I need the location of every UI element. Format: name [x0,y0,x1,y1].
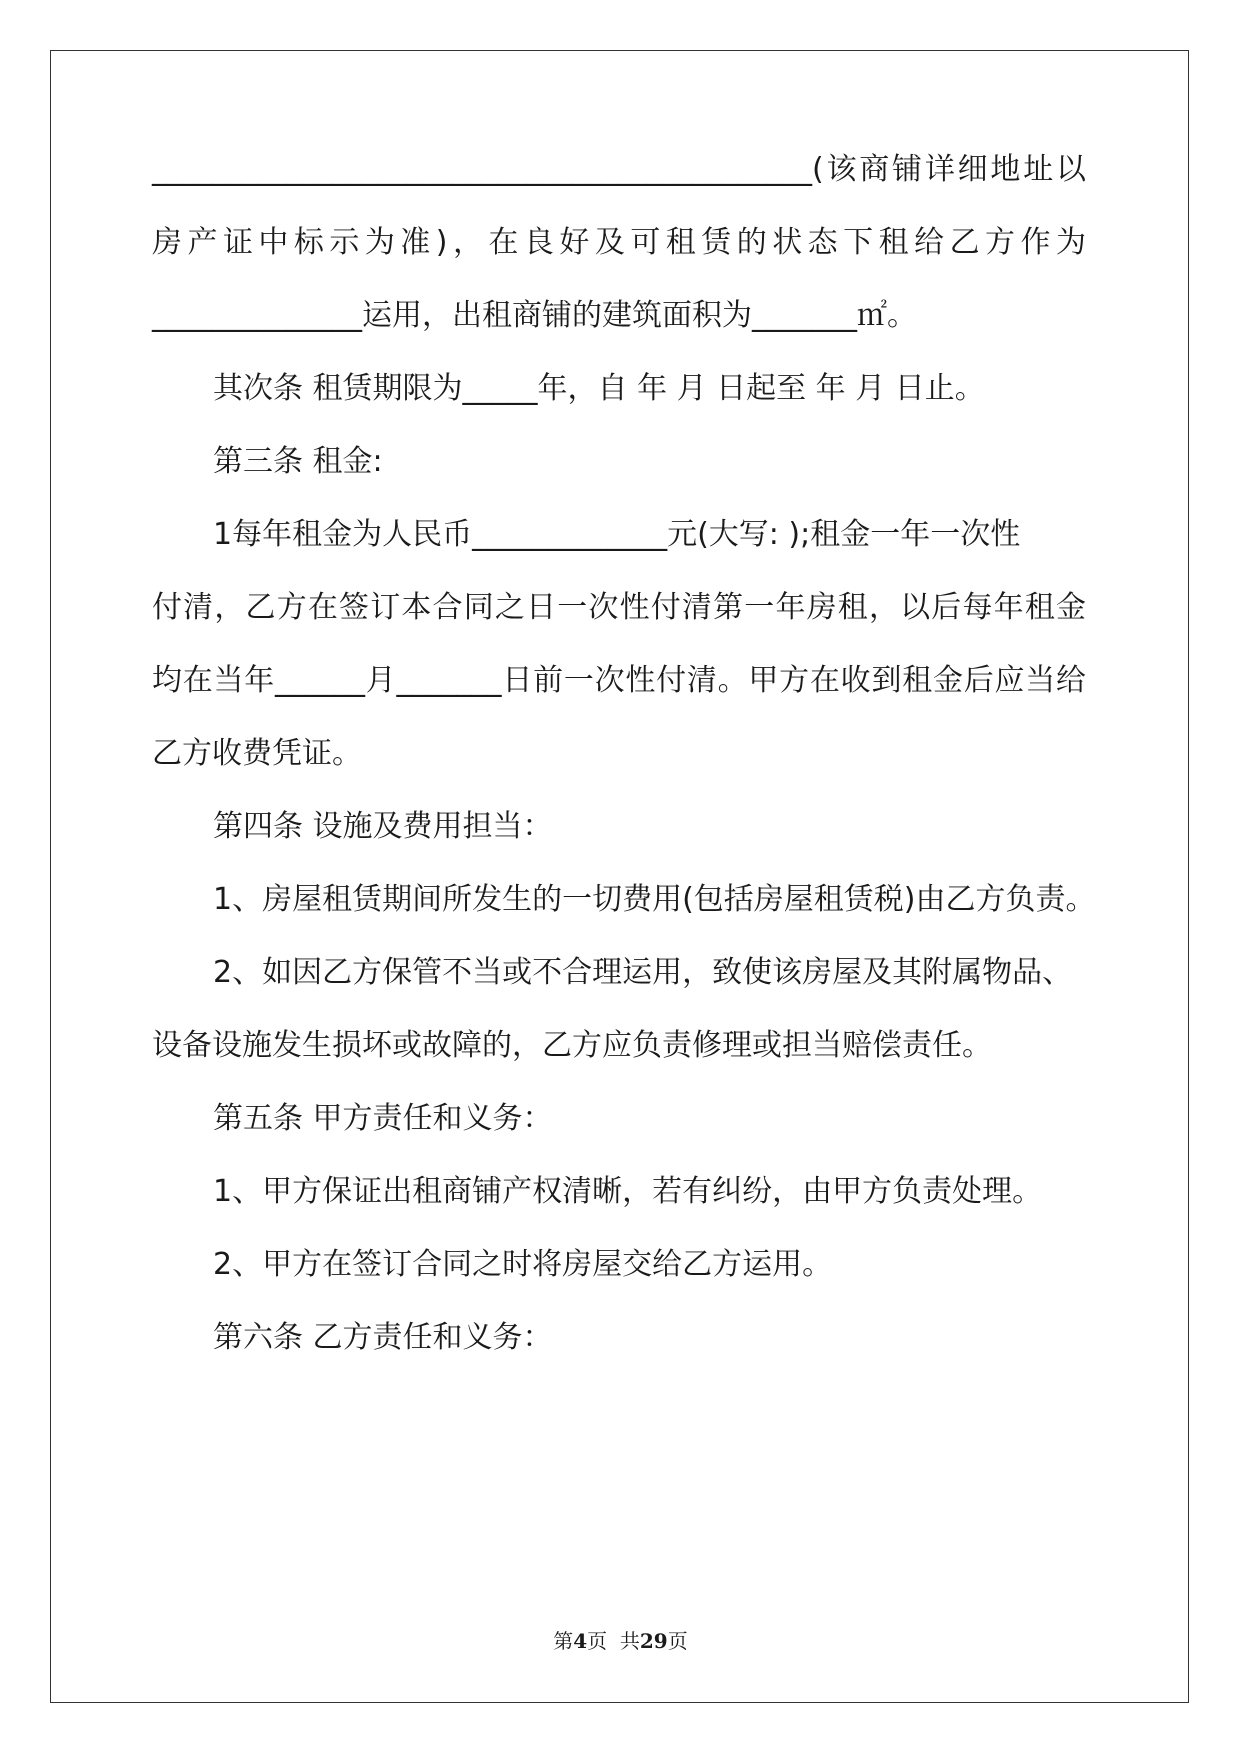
footer-suffix: 页 [667,1629,688,1653]
contract-line: 付清，乙方在签订本合同之日一次性付清第一年房租，以后每年租金 [152,590,1086,625]
contract-line: 1、甲方保证出租商铺产权清晰，若有纠纷，由甲方负责处理。 [213,1174,1043,1209]
article-heading: 第六条 乙方责任和义务： [213,1320,553,1355]
contract-line: ______________运用，出租商铺的建筑面积为_______㎡。 [152,298,917,333]
contract-line: 2、甲方在签订合同之时将房屋交给乙方运用。 [213,1247,833,1282]
contract-line: 1、房屋租赁期间所发生的一切费用(包括房屋租赁税)由乙方负责。 [213,882,1096,917]
contract-line: 1每年租金为人民币_____________元(大写: );租金一年一次性 [213,517,1021,552]
contract-line: 均在当年______月_______日前一次性付清。甲方在收到租金后应当给 [152,663,1086,698]
contract-line: 房产证中标示为准)，在良好及可租赁的状态下租给乙方作为 [152,225,1086,260]
article-heading: 第四条 设施及费用担当： [213,809,553,844]
total-pages: 29 [639,1629,668,1653]
page-footer [0,1629,1241,1653]
article-heading: 第三条 租金: [213,444,383,479]
article-heading: 第五条 甲方责任和义务： [213,1101,553,1136]
footer-prefix: 第 [553,1629,574,1653]
page-number: 4 [573,1629,588,1653]
contract-line: 其次条 租赁期限为_____年，自 年 月 日起至 年 月 日止。 [213,371,985,406]
contract-line: 乙方收费凭证。 [152,736,362,771]
contract-line: 2、如因乙方保管不当或不合理运用，致使该房屋及其附属物品、 [213,955,1073,990]
contract-line: ____________________________________________(该商铺详细地址以 [152,152,1086,187]
contract-line: 设备设施发生损坏或故障的，乙方应负责修理或担当赔偿责任。 [152,1028,992,1063]
footer-mid: 页 共 [587,1629,640,1653]
